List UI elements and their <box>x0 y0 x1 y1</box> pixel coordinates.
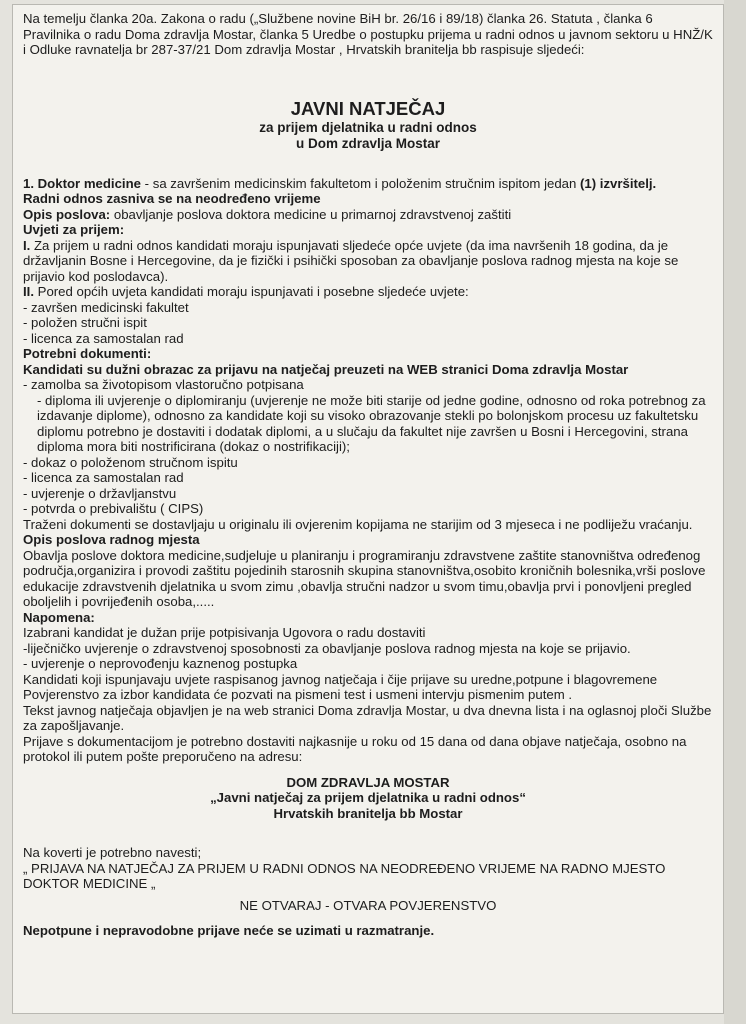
conditions-heading: Uvjeti za prijem: <box>23 222 125 237</box>
address-line-3: Hrvatskih branitelja bb Mostar <box>273 805 463 821</box>
spacer <box>23 152 713 176</box>
ad-title: JAVNI NATJEČAJ <box>290 97 446 119</box>
address-line-2: „Javni natječaj za prijem djelatnika u radni odnos“ <box>210 790 526 805</box>
diploma-requirement: - diploma ili uvjerenje o diplomiranju (uvjerenje ne može biti starije od jedne godine, odnosno od roka potrebnog za izdavanje diplome), odnosno za kandidate koji su visoko obrazovanje stekli po bolonjskom procesu uz fakultetsku diplomu potrebno je dostaviti i dodatak diplomi, a u slučaju da fakultet nije završen u Bosni i Hercegovini, strana diploma mora biti nostrificirana (dokaz o nostrifikaciji); <box>37 392 706 454</box>
list-item: - dokaz o položenom stručnom ispitu <box>23 454 238 470</box>
general-conditions-text: Za prijem u radni odnos kandidati moraju ispunjavati sljedeće opće uvjete (da ima navršenih 18 godina, da je državljanin Bosne i Hercegovine, da je fizički i psihički sposoban za obavljanje poslova radnog mjesta na koje se prijavio kod poslodavca). <box>23 237 679 284</box>
list-item: - završen medicinski fakultet <box>23 299 189 315</box>
special-conditions-text: Pored općih uvjeta kandidati moraju ispunjavati i posebne sljedeće uvjete: <box>34 284 469 299</box>
final-note: Nepotpune i nepravodobne prijave neće se uzimati u razmatranje. <box>23 923 435 938</box>
spacer <box>23 821 713 845</box>
documents-note: Traženi dokumenti se dostavljaju u originalu ili ovjerenim kopijama ne starijim od 3 mjeseca i ne podliježu vraćanju. <box>23 516 693 532</box>
notes-paragraph-1: Kandidati koji ispunjavaju uvjete raspisanog javnog natječaja i čije prijave su uredne,potpune i blagovremene Povjerenstvo za izbor kandidata će pozvati na pismeni test i usmeni intervju pismenim putem . <box>23 671 658 702</box>
envelope-intro: Na koverti je potrebno navesti; <box>23 845 202 860</box>
workplace-heading: Opis poslova radnog mjesta <box>23 532 200 547</box>
job-advertisement <box>12 4 724 1014</box>
position-line <box>23 176 713 192</box>
spacer <box>23 765 713 775</box>
envelope-warning: NE OTVARAJ - OTVARA POVJERENSTVO <box>239 897 497 913</box>
documents-intro: Kandidati su dužni obrazac za prijavu na natječaj preuzeti na WEB stranici Doma zdravlja Mostar <box>23 361 629 377</box>
special-conditions-label: II. <box>23 284 34 299</box>
list-item: Izabrani kandidat je dužan prije potpisivanja Ugovora o radu dostaviti <box>23 625 426 640</box>
list-item: - potvrda o prebivalištu ( CIPS) <box>23 501 204 516</box>
adjacent-page-edge <box>724 0 746 1024</box>
workplace-text: Obavlja poslove doktora medicine,sudjeluje u planiranju i programiranju zdravstvene zaštite stanovništva određenog područja,organizira i provodi zaštitu pojedinih starosnih skupina stanovništva,osobito kroničnih bolesnika,vrši poslove edukacije zdravstvenih djelatnika u svom zimu ,obavlja stručni nadzor u svom timu,obavlja prvi i ponovljeni pregled oboljelih i povrijeđenih osoba,..... <box>23 547 706 609</box>
job-description-label: Opis poslova: <box>23 206 111 222</box>
list-item: - uvjerenje o državljanstvu <box>23 485 177 501</box>
intro-paragraph: Na temelju članka 20a. Zakona o radu („Službene novine BiH br. 26/16 i 89/18) članka 26. Statuta , članka 6 Pravilnika o radu Doma zdravlja Mostar, članka 5 Uredbe o postupku prijema u radni odnos u javnom sektoru u HNŽ/K i Odluke ravnatelja br 287-37/21 Dom zdravlja Mostar , Hrvatskih branitelja bb raspisuje sljedeći: <box>23 11 713 57</box>
address-line-1: DOM ZDRAVLJA MOSTAR <box>286 774 450 790</box>
list-item: -liječničko uvjerenje o zdravstvenoj sposobnosti za obavljanje poslova radnog mjesta na koje se prijavio. <box>23 640 631 656</box>
position-heading: 1. Doktor medicine <box>23 175 141 191</box>
list-item: - licenca za samostalan rad <box>23 330 184 346</box>
list-item: - položen stručni ispit <box>23 315 147 330</box>
position-count: (1) izvršitelj. <box>580 175 657 191</box>
notes-heading: Napomena: <box>23 609 95 625</box>
ad-subtitle-2: u Dom zdravlja Mostar <box>295 135 441 151</box>
list-item: - uvjerenje o neprovođenju kaznenog postupka <box>23 656 298 671</box>
ad-subtitle-1: za prijem djelatnika u radni odnos <box>259 119 477 135</box>
documents-heading: Potrebni dokumenti: <box>23 346 152 361</box>
job-description-text: obavljanje poslova doktora medicine u primarnoj zdravstvenoj zaštiti <box>110 206 512 222</box>
submission-paragraph: Prijave s dokumentacijom je potrebno dostaviti najkasnije u roku od 15 dana od dana objave natječaja, osobno na protokol ili putem pošte preporučeno na adresu: <box>23 733 687 764</box>
general-conditions <box>23 238 713 285</box>
employment-type: Radni odnos zasniva se na neodređeno vrijeme <box>23 191 321 206</box>
list-item: - licenca za samostalan rad <box>23 470 184 485</box>
general-conditions-label: I. <box>23 237 31 253</box>
special-conditions <box>23 284 713 300</box>
envelope-line: „ PRIJAVA NA NATJEČAJ ZA PRIJEM U RADNI ODNOS NA NEODREĐENO VRIJEME NA RADNO MJESTO DOKTOR MEDICINE „ <box>23 860 666 891</box>
job-description-line <box>23 207 713 223</box>
notes-paragraph-2: Tekst javnog natječaja objavljen je na web stranici Doma zdravlja Mostar, u dva dnevna lista i na oglasnoj ploči Službe za zapošljavanje. <box>23 702 712 733</box>
list-item: - zamolba sa životopisom vlastoručno potpisana <box>23 377 304 392</box>
spacer <box>23 913 713 923</box>
position-text: - sa završenim medicinskim fakultetom i položenim stručnim ispitom jedan <box>141 175 580 191</box>
